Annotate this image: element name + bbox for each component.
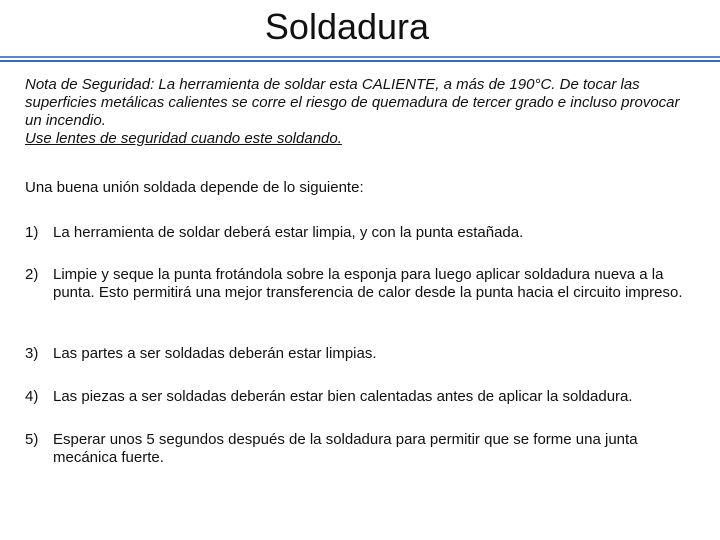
page-title: Soldadura bbox=[264, 6, 430, 47]
list-item-number: 1) bbox=[25, 224, 39, 241]
list-item bbox=[25, 224, 705, 242]
divider-line-bottom bbox=[0, 60, 720, 62]
safety-warning: Use lentes de seguridad cuando este soldando. bbox=[25, 130, 342, 147]
list-item-text: Las piezas a ser soldadas deberán estar bien calentadas antes de aplicar la soldadura. bbox=[53, 388, 633, 405]
list-item-number: 4) bbox=[25, 388, 39, 405]
list-item bbox=[25, 266, 705, 302]
list-item bbox=[25, 431, 705, 467]
list-item-text: Limpie y seque la punta frotándola sobre la esponja para luego aplicar soldadura nueva a la punta. Esto permitirá una mejor transferencia de calor desde la punta hacia el circuito impreso. bbox=[53, 266, 683, 301]
list-item-text: Las partes a ser soldadas deberán estar limpias. bbox=[53, 345, 377, 362]
safety-note-text: Nota de Seguridad: La herramienta de soldar esta CALIENTE, a más de 190°C. De tocar las superficies metálicas calientes se corre el riesgo de quemadura de tercer grado e incluso provocar un incendio. bbox=[25, 76, 680, 129]
list-item-number: 2) bbox=[25, 266, 39, 283]
safety-note bbox=[25, 76, 695, 148]
list-item-number: 5) bbox=[25, 431, 39, 448]
list-item-text: Esperar unos 5 segundos después de la soldadura para permitir que se forme una junta mecánica fuerte. bbox=[53, 431, 638, 466]
list-item bbox=[25, 345, 705, 363]
title-divider bbox=[0, 56, 720, 64]
divider-line-top bbox=[0, 56, 720, 58]
list-item-number: 3) bbox=[25, 345, 39, 362]
intro-text: Una buena unión soldada depende de lo siguiente: bbox=[25, 179, 364, 196]
list-item bbox=[25, 388, 705, 406]
list-item-text: La herramienta de soldar deberá estar limpia, y con la punta estañada. bbox=[53, 224, 524, 241]
